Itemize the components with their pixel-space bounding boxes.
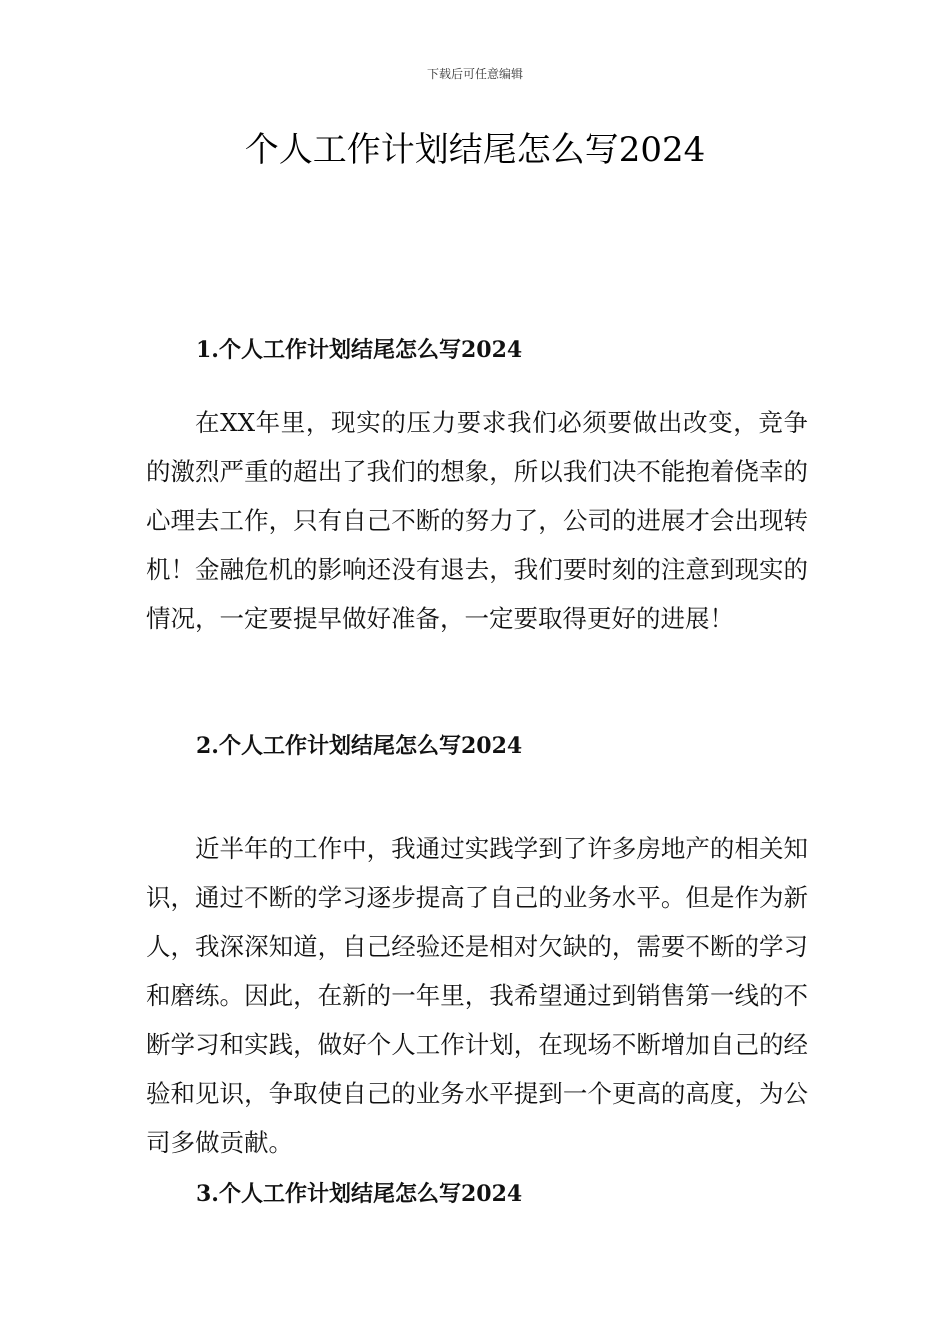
header-note: 下载后可任意编辑 [426, 67, 523, 81]
section-heading-1: 1.个人工作计划结尾怎么写2024 [196, 337, 523, 363]
section-paragraph-2: 近半年的工作中，我通过实践学到了许多房地产的相关知识，通过不断的学习逐步提高了自己的业务水平。但是作为新人，我深深知道，自己经验还是相对欠缺的，需要不断的学习和磨练。因此，在新的一年里，我希望通过到销售第一线的不断学习和实践，做好个人工作计划，在现场不断增加自己的经验和见识，争取使自己的业务水平提到一个更高的高度，为公司多做贡献。 [146, 834, 808, 1157]
section-heading-2: 2.个人工作计划结尾怎么写2024 [196, 733, 523, 759]
section-paragraph-1: 在XX年里，现实的压力要求我们必须要做出改变，竞争的激烈严重的超出了我们的想象，所以我们决不能抱着侥幸的心理去工作，只有自己不断的努力了，公司的进展才会出现转机！金融危机的影响还没有退去，我们要时刻的注意到现实的情况，一定要提早做好准备，一定要取得更好的进展！ [146, 408, 808, 633]
section-heading-3: 3.个人工作计划结尾怎么写2024 [196, 1181, 523, 1207]
document-title: 个人工作计划结尾怎么写2024 [244, 130, 706, 170]
